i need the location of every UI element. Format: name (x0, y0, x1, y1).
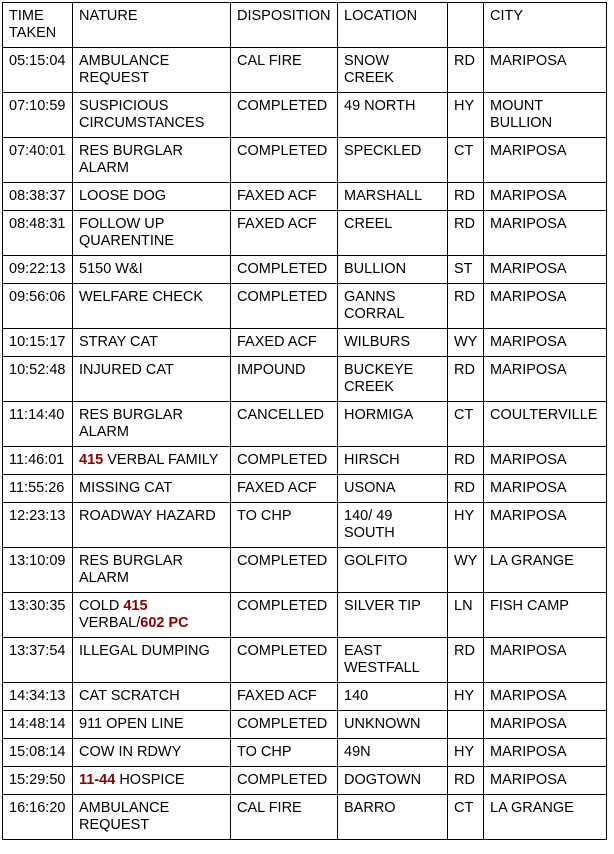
cell-location: 49 NORTH (338, 93, 448, 138)
cell-suffix: CT (448, 795, 484, 840)
log-body (3, 48, 607, 840)
header-location: LOCATION (338, 3, 448, 48)
nature-text: 911 OPEN LINE (79, 716, 184, 732)
cell-nature (73, 711, 231, 739)
cell-suffix: HY (448, 739, 484, 767)
header-time: TIME TAKEN (3, 3, 73, 48)
nature-text: FOLLOW UP QUARENTINE (79, 216, 175, 249)
cell-suffix: HY (448, 503, 484, 548)
cell-time: 08:48:31 (3, 211, 73, 256)
header-suffix (448, 3, 484, 48)
table-row (3, 48, 607, 93)
table-row (3, 256, 607, 284)
table-row (3, 683, 607, 711)
cell-time: 08:38:37 (3, 183, 73, 211)
cell-city: MARIPOSA (484, 475, 607, 503)
cell-city: MARIPOSA (484, 138, 607, 183)
cell-time: 07:40:01 (3, 138, 73, 183)
cell-disposition: COMPLETED (231, 638, 338, 683)
cell-location: CREEL (338, 211, 448, 256)
cell-suffix: WY (448, 548, 484, 593)
cell-city: MARIPOSA (484, 211, 607, 256)
cell-time: 11:46:01 (3, 447, 73, 475)
table-row (3, 93, 607, 138)
cell-nature (73, 767, 231, 795)
cell-city: MARIPOSA (484, 447, 607, 475)
cell-time: 13:10:09 (3, 548, 73, 593)
table-row (3, 711, 607, 739)
nature-text: WELFARE CHECK (79, 289, 204, 305)
cell-time: 16:16:20 (3, 795, 73, 840)
cell-disposition: FAXED ACF (231, 683, 338, 711)
table-row (3, 638, 607, 683)
cell-nature (73, 183, 231, 211)
nature-text: RES BURGLAR ALARM (79, 553, 183, 586)
cell-disposition: COMPLETED (231, 284, 338, 329)
cell-nature (73, 93, 231, 138)
cell-nature (73, 638, 231, 683)
cell-disposition: COMPLETED (231, 593, 338, 638)
cell-time: 12:23:13 (3, 503, 73, 548)
cell-location: GANNS CORRAL (338, 284, 448, 329)
incident-log-table (2, 2, 607, 840)
cell-location: SPECKLED (338, 138, 448, 183)
nature-text: MISSING CAT (79, 480, 173, 496)
table-row (3, 795, 607, 840)
cell-suffix: HY (448, 683, 484, 711)
cell-city: MARIPOSA (484, 256, 607, 284)
cell-city: LA GRANGE (484, 795, 607, 840)
table-row (3, 211, 607, 256)
cell-nature (73, 503, 231, 548)
cell-disposition: COMPLETED (231, 93, 338, 138)
nature-text: VERBAL/ (79, 615, 141, 631)
cell-city: COULTERVILLE (484, 402, 607, 447)
cell-nature (73, 256, 231, 284)
table-row (3, 447, 607, 475)
cell-suffix: ST (448, 256, 484, 284)
cell-location: GOLFITO (338, 548, 448, 593)
nature-text: AMBULANCE REQUEST (79, 53, 170, 86)
cell-nature (73, 447, 231, 475)
cell-location: DOGTOWN (338, 767, 448, 795)
cell-time: 11:14:40 (3, 402, 73, 447)
code-highlight: 415 (79, 452, 104, 468)
cell-location: USONA (338, 475, 448, 503)
table-row (3, 329, 607, 357)
cell-time: 07:10:59 (3, 93, 73, 138)
cell-location: HIRSCH (338, 447, 448, 475)
cell-time: 09:56:06 (3, 284, 73, 329)
cell-suffix: RD (448, 767, 484, 795)
nature-text: SUSPICIOUS CIRCUMSTANCES (79, 98, 205, 131)
nature-text: VERBAL FAMILY (103, 452, 219, 468)
cell-location: 140 (338, 683, 448, 711)
cell-city: MARIPOSA (484, 683, 607, 711)
nature-text: CAT SCRATCH (79, 688, 180, 704)
cell-time: 13:30:35 (3, 593, 73, 638)
cell-suffix: RD (448, 357, 484, 402)
cell-disposition: TO CHP (231, 739, 338, 767)
table-row (3, 357, 607, 402)
table-row (3, 767, 607, 795)
cell-nature (73, 138, 231, 183)
nature-text: ILLEGAL DUMPING (79, 643, 210, 659)
cell-time: 14:34:13 (3, 683, 73, 711)
cell-disposition: FAXED ACF (231, 211, 338, 256)
nature-text: INJURED CAT (79, 362, 174, 378)
table-row (3, 138, 607, 183)
header-disposition: DISPOSITION (231, 3, 338, 48)
table-row (3, 593, 607, 638)
cell-city: MARIPOSA (484, 638, 607, 683)
cell-disposition: TO CHP (231, 503, 338, 548)
cell-suffix: RD (448, 475, 484, 503)
cell-nature (73, 402, 231, 447)
nature-text: RES BURGLAR ALARM (79, 143, 183, 176)
cell-city: MARIPOSA (484, 48, 607, 93)
cell-disposition: COMPLETED (231, 767, 338, 795)
nature-text: LOOSE DOG (79, 188, 167, 204)
cell-location: HORMIGA (338, 402, 448, 447)
nature-text: COW IN RDWY (79, 744, 182, 760)
cell-location: WILBURS (338, 329, 448, 357)
code-highlight: 602 PC (140, 615, 189, 631)
cell-city: MARIPOSA (484, 711, 607, 739)
cell-disposition: CAL FIRE (231, 48, 338, 93)
cell-disposition: COMPLETED (231, 447, 338, 475)
cell-nature (73, 475, 231, 503)
cell-location: BUCKEYE CREEK (338, 357, 448, 402)
cell-suffix (448, 711, 484, 739)
cell-location: UNKNOWN (338, 711, 448, 739)
cell-suffix: RD (448, 447, 484, 475)
cell-city: MOUNT BULLION (484, 93, 607, 138)
cell-time: 13:37:54 (3, 638, 73, 683)
table-row (3, 503, 607, 548)
cell-nature (73, 795, 231, 840)
table-row (3, 402, 607, 447)
cell-time: 14:48:14 (3, 711, 73, 739)
nature-text: COLD (79, 598, 124, 614)
header-city: CITY (484, 3, 607, 48)
nature-text: STRAY CAT (79, 334, 158, 350)
cell-suffix: RD (448, 211, 484, 256)
cell-disposition: CAL FIRE (231, 795, 338, 840)
code-highlight: 11-44 (79, 772, 116, 788)
cell-time: 15:08:14 (3, 739, 73, 767)
cell-time: 15:29:50 (3, 767, 73, 795)
cell-nature (73, 211, 231, 256)
cell-disposition: CANCELLED (231, 402, 338, 447)
cell-nature (73, 284, 231, 329)
table-row (3, 739, 607, 767)
cell-suffix: CT (448, 402, 484, 447)
cell-nature (73, 739, 231, 767)
cell-time: 09:22:13 (3, 256, 73, 284)
cell-time: 11:55:26 (3, 475, 73, 503)
cell-disposition: COMPLETED (231, 548, 338, 593)
header-row (3, 3, 607, 48)
cell-time: 10:15:17 (3, 329, 73, 357)
nature-text: HOSPICE (115, 772, 185, 788)
table-row (3, 548, 607, 593)
cell-nature (73, 329, 231, 357)
cell-city: LA GRANGE (484, 548, 607, 593)
cell-suffix: RD (448, 638, 484, 683)
cell-city: MARIPOSA (484, 767, 607, 795)
cell-city: MARIPOSA (484, 284, 607, 329)
cell-location: BARRO (338, 795, 448, 840)
cell-suffix: RD (448, 183, 484, 211)
cell-disposition: COMPLETED (231, 138, 338, 183)
cell-location: EAST WESTFALL (338, 638, 448, 683)
cell-suffix: HY (448, 93, 484, 138)
nature-text: RES BURGLAR ALARM (79, 407, 183, 440)
cell-suffix: CT (448, 138, 484, 183)
cell-time: 10:52:48 (3, 357, 73, 402)
nature-text: AMBULANCE REQUEST (79, 800, 170, 833)
nature-text: 5150 W&I (79, 261, 143, 277)
cell-city: MARIPOSA (484, 739, 607, 767)
cell-suffix: RD (448, 48, 484, 93)
cell-location: 140/ 49 SOUTH (338, 503, 448, 548)
cell-suffix: LN (448, 593, 484, 638)
cell-nature (73, 548, 231, 593)
cell-city: MARIPOSA (484, 503, 607, 548)
cell-nature (73, 683, 231, 711)
cell-city: MARIPOSA (484, 183, 607, 211)
code-highlight: 415 (123, 598, 148, 614)
cell-disposition: FAXED ACF (231, 329, 338, 357)
cell-disposition: FAXED ACF (231, 183, 338, 211)
cell-location: MARSHALL (338, 183, 448, 211)
cell-location: 49N (338, 739, 448, 767)
cell-city: FISH CAMP (484, 593, 607, 638)
nature-text: ROADWAY HAZARD (79, 508, 216, 524)
cell-nature (73, 593, 231, 638)
cell-nature (73, 357, 231, 402)
cell-disposition: FAXED ACF (231, 475, 338, 503)
cell-suffix: WY (448, 329, 484, 357)
cell-location: SILVER TIP (338, 593, 448, 638)
header-nature: NATURE (73, 3, 231, 48)
table-row (3, 284, 607, 329)
table-row (3, 475, 607, 503)
cell-time: 05:15:04 (3, 48, 73, 93)
cell-location: SNOW CREEK (338, 48, 448, 93)
cell-disposition: COMPLETED (231, 711, 338, 739)
cell-city: MARIPOSA (484, 357, 607, 402)
cell-location: BULLION (338, 256, 448, 284)
table-row (3, 183, 607, 211)
cell-disposition: COMPLETED (231, 256, 338, 284)
cell-city: MARIPOSA (484, 329, 607, 357)
cell-disposition: IMPOUND (231, 357, 338, 402)
cell-nature (73, 48, 231, 93)
cell-suffix: RD (448, 284, 484, 329)
